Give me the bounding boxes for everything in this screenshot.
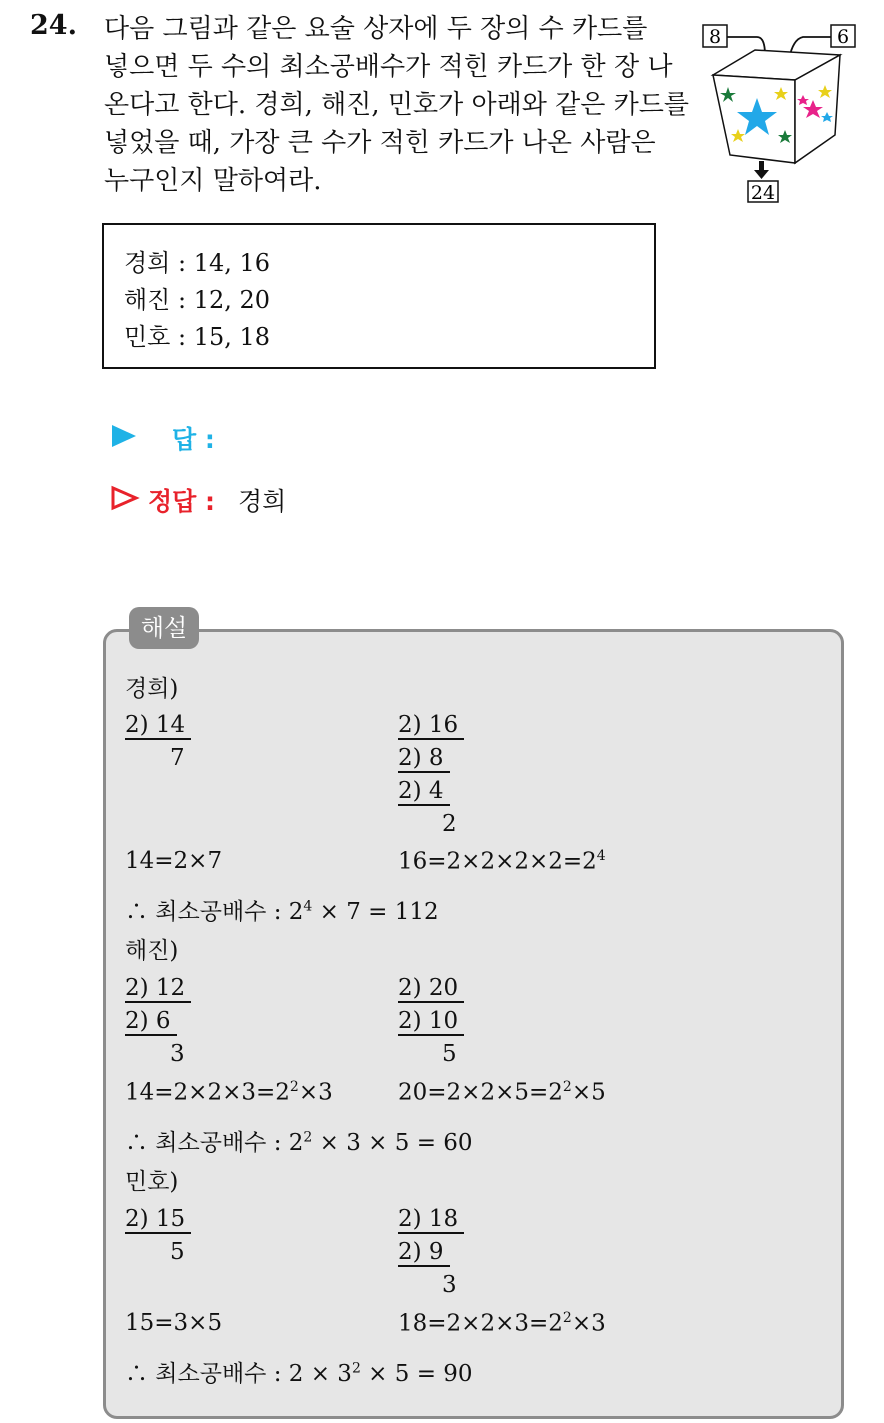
magic-box-figure	[695, 15, 865, 210]
correct-triangle-icon	[110, 485, 140, 511]
question-line-5: 누구인지 말하여라.	[104, 166, 322, 196]
factor-expression: $18=2\times 2\times 3=2^2\times 3$	[398, 1310, 606, 1337]
division-row: 2) 10	[398, 1008, 464, 1034]
card-name: 민호	[124, 323, 171, 351]
question-line-4: 넣었을 때, 가장 큰 수가 적힌 카드가 나온 사람은	[104, 128, 656, 158]
question-line-1: 다음 그림과 같은 요술 상자에 두 장의 수 카드를	[104, 14, 648, 44]
question-number: 24.	[30, 10, 77, 41]
division-quotient: 2	[442, 811, 457, 837]
correct-label: 정답 :	[148, 487, 216, 516]
card-row-kyunghee: 경희 : 14, 16	[124, 249, 271, 277]
answer-label: 답 :	[172, 425, 215, 454]
solution-heading-kyunghee: 경희)	[125, 676, 179, 702]
arrow-out	[754, 170, 769, 179]
division-row: 2) 18	[398, 1206, 464, 1232]
card-values: 14, 16	[193, 249, 271, 277]
card-left-label: 8	[708, 26, 722, 48]
division-row: 2) 4	[398, 778, 450, 804]
division-quotient: 5	[442, 1041, 457, 1067]
division-quotient: 7	[170, 745, 185, 771]
lcm-result: ∴ 최소공배수 : $2^4 \times 7 = 112$	[125, 898, 439, 925]
factor-expression: 15=3×5	[125, 1310, 223, 1336]
card-row-minho: 민호 : 15, 18	[124, 323, 271, 351]
division-quotient: 5	[170, 1239, 185, 1265]
division-quotient: 3	[170, 1041, 185, 1067]
division-row: 2) 14	[125, 712, 191, 738]
card-values: 12, 20	[193, 286, 271, 314]
lcm-result: ∴ 최소공배수 : $2^2 \times 3 \times 5 = 60$	[125, 1129, 473, 1156]
division-row: 2) 12	[125, 975, 191, 1001]
division-row: 2) 15	[125, 1206, 191, 1232]
division-row: 2) 8	[398, 745, 450, 771]
factor-expression: $14=2\times 2\times 3=2^2\times 3$	[125, 1079, 333, 1106]
solution-heading-haejin: 해진)	[125, 938, 179, 964]
division-quotient: 3	[442, 1272, 457, 1298]
question-line-2: 넣으면 두 수의 최소공배수가 적힌 카드가 한 장 나	[104, 52, 673, 82]
division-row: 2) 16	[398, 712, 464, 738]
factor-expression: $16=2\times 2\times 2\times 2=2^4$	[398, 848, 606, 875]
factor-expression: $20=2\times 2\times 5=2^2\times 5$	[398, 1079, 606, 1106]
solution-heading-minho: 민호)	[125, 1169, 179, 1195]
card-name: 경희	[124, 249, 171, 277]
solution-box	[103, 629, 844, 1419]
solution-tab: 해설	[129, 607, 199, 649]
card-row-haejin: 해진 : 12, 20	[124, 286, 271, 314]
answer-triangle-icon	[110, 423, 138, 449]
card-right-label: 6	[836, 26, 850, 48]
division-row: 2) 6	[125, 1008, 177, 1034]
card-name: 해진	[124, 286, 171, 314]
question-line-3: 온다고 한다. 경희, 해진, 민호가 아래와 같은 카드를	[104, 90, 689, 120]
division-row: 2) 20	[398, 975, 464, 1001]
lcm-result: ∴ 최소공배수 : $2 \times 3^2 \times 5 = 90$	[125, 1360, 473, 1387]
card-values: 15, 18	[193, 323, 271, 351]
correct-value: 경희	[238, 487, 287, 516]
division-row: 2) 9	[398, 1239, 450, 1265]
answer-input[interactable]	[230, 420, 530, 450]
factor-expression: 14=2×7	[125, 848, 223, 874]
card-out-label: 24	[750, 182, 776, 204]
cards-box	[102, 223, 656, 369]
